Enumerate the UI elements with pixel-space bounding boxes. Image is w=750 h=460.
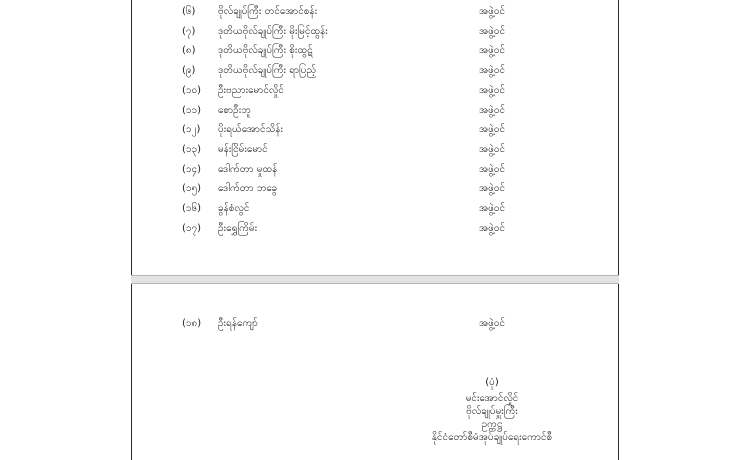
member-name: စောဦးဘူ	[218, 104, 251, 116]
member-role: အဖွဲ့ဝင်	[479, 318, 506, 329]
member-role: အဖွဲ့ဝင်	[479, 183, 506, 195]
member-role: အဖွဲ့ဝင်	[479, 104, 506, 116]
member-role: အဖွဲ့ဝင်	[479, 45, 506, 57]
member-name: ပိုးရယ်အောင်သိန်း	[218, 124, 283, 136]
member-name: ဒေါက်တာ ဘခွေ	[218, 183, 278, 195]
list-item	[132, 121, 618, 139]
member-role: အဖွဲ့ဝင်	[479, 65, 506, 77]
signature-mark: (ပုံ)	[485, 377, 499, 388]
member-name: ဗိုလ်ချုပ်ကြီး တင်အောင်စန်း	[218, 6, 318, 17]
member-name: ဒုတိယဗိုလ်ချုပ်ကြီး ရာပြည့်	[218, 65, 317, 77]
member-role: အဖွဲ့ဝင်	[479, 6, 506, 17]
item-number: (၁၇)	[182, 222, 202, 234]
member-role: အဖွဲ့ဝင်	[479, 163, 506, 175]
item-number: (၁၁)	[182, 104, 202, 116]
member-name: ဒုတိယဗိုလ်ချုပ်ကြီး စိုးထွဋ်	[218, 45, 313, 57]
signatory-organization: နိုင်ငံတော်စီမံအုပ်ချုပ်ရေးကောင်စီ	[431, 432, 553, 443]
list-item	[132, 102, 618, 120]
item-number: (၁၅)	[182, 183, 202, 195]
list-item	[132, 315, 618, 333]
member-name: မန်းငြိမ်းမောင်	[218, 143, 268, 155]
list-item	[132, 23, 618, 41]
member-name: ဦးရန်ကျော်	[218, 318, 258, 329]
member-role: အဖွဲ့ဝင်	[479, 84, 506, 96]
member-name: ဦးရွှေကြိမ်း	[218, 222, 258, 234]
list-item	[132, 200, 618, 218]
item-number: (၈)	[182, 45, 196, 57]
item-number: (၁၃)	[182, 143, 202, 155]
item-number: (၇)	[182, 25, 196, 37]
member-role: အဖွဲ့ဝင်	[479, 25, 506, 37]
item-number: (၆)	[182, 6, 196, 17]
list-item	[132, 220, 618, 238]
list-item	[132, 62, 618, 80]
item-number: (၁၂)	[182, 124, 201, 136]
member-role: အဖွဲ့ဝင်	[479, 124, 506, 136]
document-page-1	[131, 0, 619, 275]
list-item	[132, 141, 618, 159]
list-item	[132, 3, 618, 21]
list-item	[132, 82, 618, 100]
item-number: (၁၀)	[182, 84, 202, 96]
list-item	[132, 42, 618, 60]
item-number: (၁၈)	[182, 318, 202, 329]
list-item	[132, 161, 618, 179]
document-page-2	[131, 284, 619, 460]
item-number: (၁၆)	[182, 203, 202, 214]
signatory-rank: ဗိုလ်ချုပ်မှူးကြီး	[466, 406, 518, 417]
member-role: အဖွဲ့ဝင်	[479, 222, 506, 234]
item-number: (၉)	[182, 65, 196, 77]
member-name: ဦးဗညားမောင်လှိုင်	[218, 84, 284, 96]
member-role: အဖွဲ့ဝင်	[479, 143, 506, 155]
member-name: ခွန်စံလွင်	[218, 203, 250, 214]
signatory-role: ဥက္ကဋ္ဌ	[481, 419, 503, 430]
signatory-name: မင်းအောင်လှိုင်	[465, 393, 519, 404]
member-name: ဒုတိယဗိုလ်ချုပ်ကြီး မိုးမြင့်ထွန်း	[218, 25, 328, 37]
member-role: အဖွဲ့ဝင်	[479, 203, 506, 214]
item-number: (၁၄)	[182, 163, 202, 175]
page-separator	[131, 275, 619, 284]
list-item	[132, 180, 618, 198]
member-name: ဒေါက်တာ မှုထန်	[218, 163, 278, 175]
